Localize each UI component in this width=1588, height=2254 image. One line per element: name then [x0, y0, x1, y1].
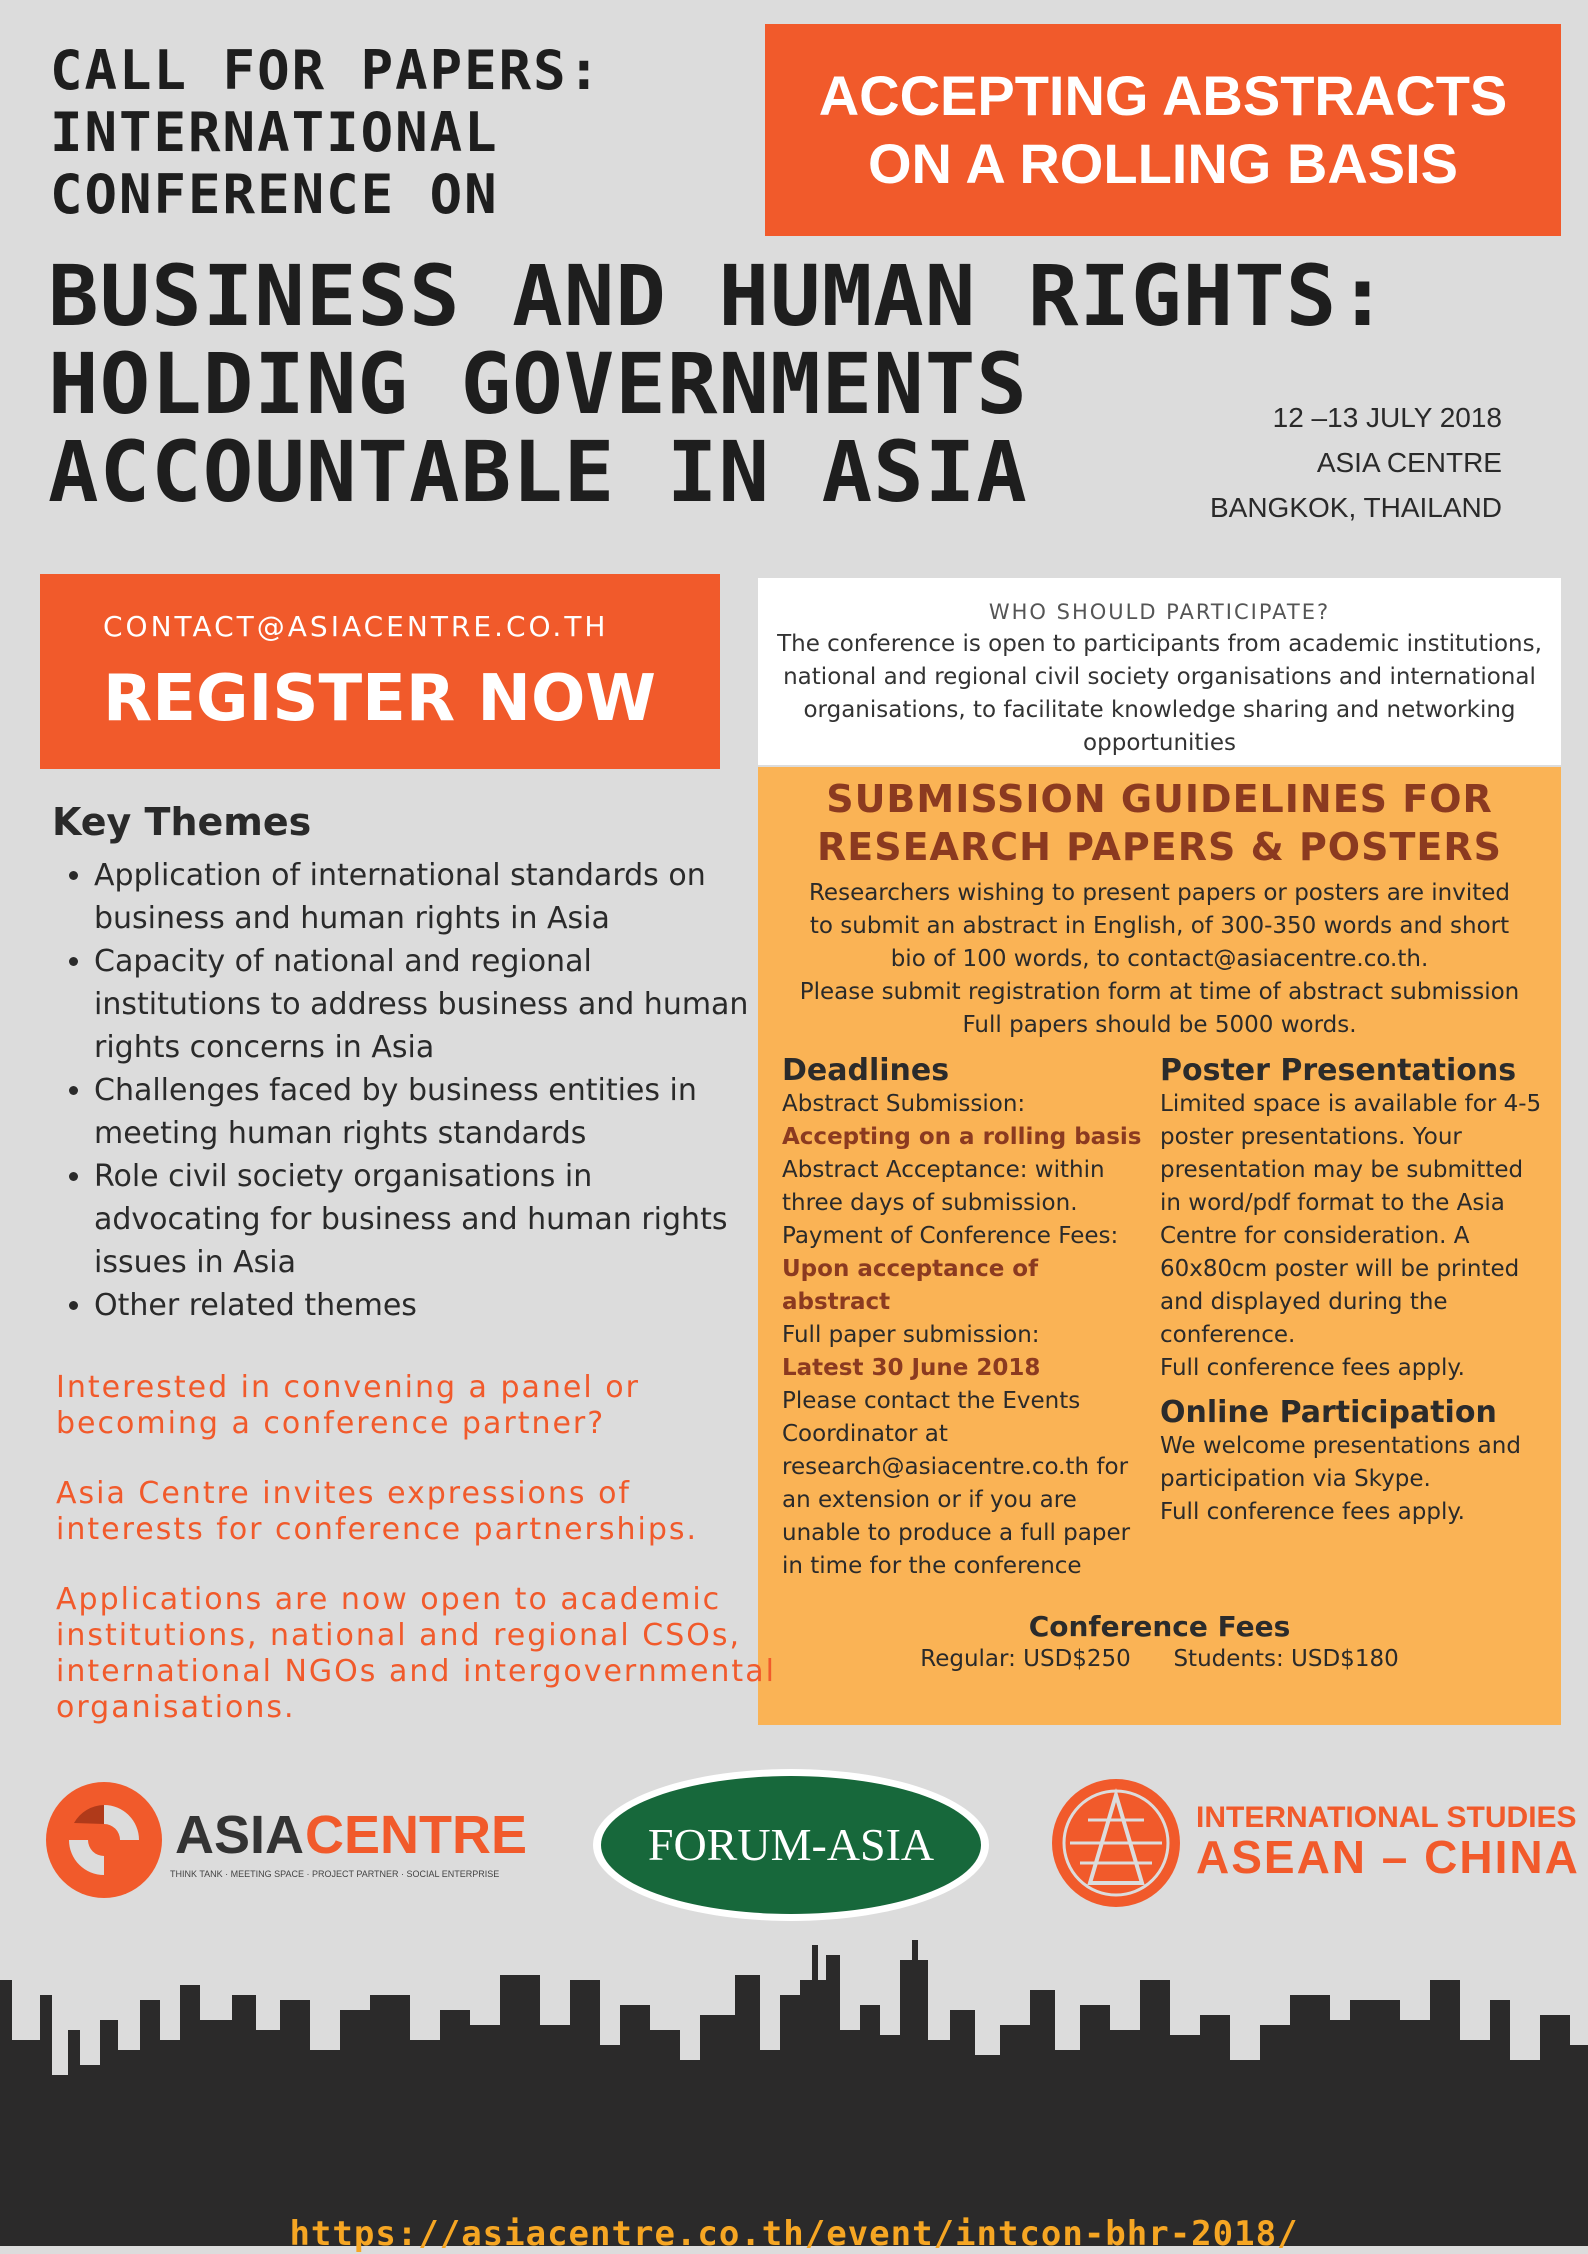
conference-fees — [758, 1610, 1561, 1676]
register-now-button[interactable]: REGISTER NOW — [103, 662, 656, 736]
intro-line: Please submit registration form at time of abstract submission — [799, 979, 1520, 1005]
forum-asia-text: FORUM-ASIA — [647, 1819, 935, 1870]
poster-column — [1160, 1053, 1550, 1529]
rolling-line: ACCEPTING ABSTRACTS — [818, 64, 1508, 127]
fullpaper-deadline: Latest 30 June 2018 — [782, 1355, 1041, 1381]
guidelines-title — [758, 775, 1561, 871]
isac-line-2: ASEAN – CHINA — [1196, 1831, 1580, 1883]
title-line: BUSINESS AND HUMAN RIGHTS: — [48, 247, 1389, 345]
date-venue — [1210, 395, 1502, 530]
deadlines-heading: Deadlines — [782, 1053, 950, 1088]
online-body: We welcome presentations and participation via Skype. — [1160, 1433, 1521, 1492]
guidelines-title-line: RESEARCH PAPERS & POSTERS — [817, 825, 1502, 869]
partnership-info — [56, 1370, 776, 1760]
title-line: HOLDING GOVERNMENTS — [48, 335, 1028, 433]
venue-name: ASIA CENTRE — [1316, 447, 1502, 478]
deadlines-column — [782, 1053, 1152, 1583]
intro-line: to submit an abstract in English, of 300-350 words and short — [809, 913, 1510, 939]
register-box[interactable] — [40, 574, 720, 769]
student-fee: Students: USD$180 — [1173, 1646, 1399, 1672]
abstract-label: Abstract Submission: — [782, 1091, 1026, 1117]
list-item: • Challenges faced by business entities in meeting human rights standards — [94, 1069, 752, 1155]
who-heading: WHO SHOULD PARTICIPATE? — [988, 600, 1331, 624]
poster-heading: Poster Presentations — [1160, 1053, 1517, 1088]
who-body: The conference is open to participants from academic institutions, national and regional civil society organisations and international organisations, to facilitate knowledge sharing and networking opportunities — [777, 631, 1542, 756]
partner-panel-text: Interested in convening a panel or becoming a conference partner? — [56, 1370, 640, 1441]
partner-applications-text: Applications are now open to academic institutions, national and regional CSOs, international NGOs and intergovernmental organisations. — [56, 1582, 776, 1725]
key-themes-heading: Key Themes — [52, 800, 312, 844]
themes-list — [52, 854, 752, 1327]
guidelines-title-line: SUBMISSION GUIDELINES FOR — [826, 777, 1493, 821]
poster-fees: Full conference fees apply. — [1160, 1355, 1465, 1381]
isac-line-1: INTERNATIONAL STUDIES — [1196, 1801, 1577, 1834]
asia-centre-word-b: CENTRE — [305, 1805, 528, 1865]
asia-centre-swirl-icon — [46, 1782, 162, 1898]
extension-text: Please contact the Events Coordinator at research@asiacentre.co.th for an extension or if you are unable to produce a full paper in time for the conference — [782, 1388, 1131, 1579]
acceptance-text: Abstract Acceptance: within three days of submission. — [782, 1157, 1105, 1216]
isac-logo — [1052, 1779, 1580, 1907]
list-item: • Other related themes — [94, 1284, 752, 1327]
regular-fee: Regular: USD$250 — [920, 1646, 1131, 1672]
rolling-basis-banner — [765, 24, 1561, 236]
payment-label: Payment of Conference Fees: — [782, 1223, 1119, 1249]
guidelines-intro — [768, 877, 1551, 1042]
asia-centre-logo — [46, 1782, 527, 1898]
contact-email[interactable]: CONTACT@ASIACENTRE.CO.TH — [103, 610, 609, 643]
partner-invite-text: Asia Centre invites expressions of interests for conference partnerships. — [56, 1476, 699, 1547]
date-text: 12 –13 JULY 2018 — [1272, 402, 1502, 433]
call-line: CALL FOR PAPERS: — [50, 39, 603, 102]
abstract-deadline: Accepting on a rolling basis — [782, 1124, 1142, 1150]
asia-centre-tagline: THINK TANK · MEETING SPACE · PROJECT PARTNER · SOCIAL ENTERPRISE — [170, 1869, 500, 1879]
asia-centre-word-a: ASIA — [175, 1805, 305, 1865]
key-themes — [52, 800, 752, 1327]
intro-line: bio of 100 words, to contact@asiacentre.co.th. — [890, 946, 1429, 972]
payment-deadline: Upon acceptance of abstract — [782, 1256, 1039, 1315]
rolling-line: ON A ROLLING BASIS — [867, 132, 1459, 195]
intro-line: Full papers should be 5000 words. — [962, 1012, 1357, 1038]
who-should-participate — [758, 578, 1561, 765]
venue-city: BANGKOK, THAILAND — [1209, 492, 1502, 523]
poster-body: Limited space is available for 4-5 poster presentations. Your presentation may be submitted in word/pdf format to the Asia Centre for consideration. A 60x80cm poster will be printed and displayed during the conference. — [1160, 1091, 1542, 1348]
intro-line: Researchers wishing to present papers or posters are invited — [808, 880, 1511, 906]
deadlines-body — [782, 1088, 1152, 1583]
list-item: • Application of international standards on business and human rights in Asia — [94, 854, 752, 940]
online-heading: Online Participation — [1160, 1395, 1497, 1430]
online-fees: Full conference fees apply. — [1160, 1499, 1465, 1525]
list-item: • Role civil society organisations in advocating for business and human rights issues in Asia — [94, 1155, 752, 1284]
forum-asia-logo — [593, 1769, 989, 1921]
submission-guidelines — [758, 767, 1561, 1725]
event-url-link[interactable]: https://asiacentre.co.th/event/intcon-bhr-2018/ — [289, 2214, 1299, 2254]
list-item: • Capacity of national and regional institutions to address business and human rights concerns in Asia — [94, 940, 752, 1069]
call-for-papers-heading — [50, 40, 602, 226]
call-line: CONFERENCE ON — [50, 163, 499, 226]
fullpaper-label: Full paper submission: — [782, 1322, 1040, 1348]
city-skyline-image — [0, 1900, 1588, 2246]
title-line: ACCOUNTABLE IN ASIA — [48, 423, 1028, 521]
call-line: INTERNATIONAL — [50, 101, 499, 164]
fees-heading: Conference Fees — [1028, 1610, 1291, 1643]
